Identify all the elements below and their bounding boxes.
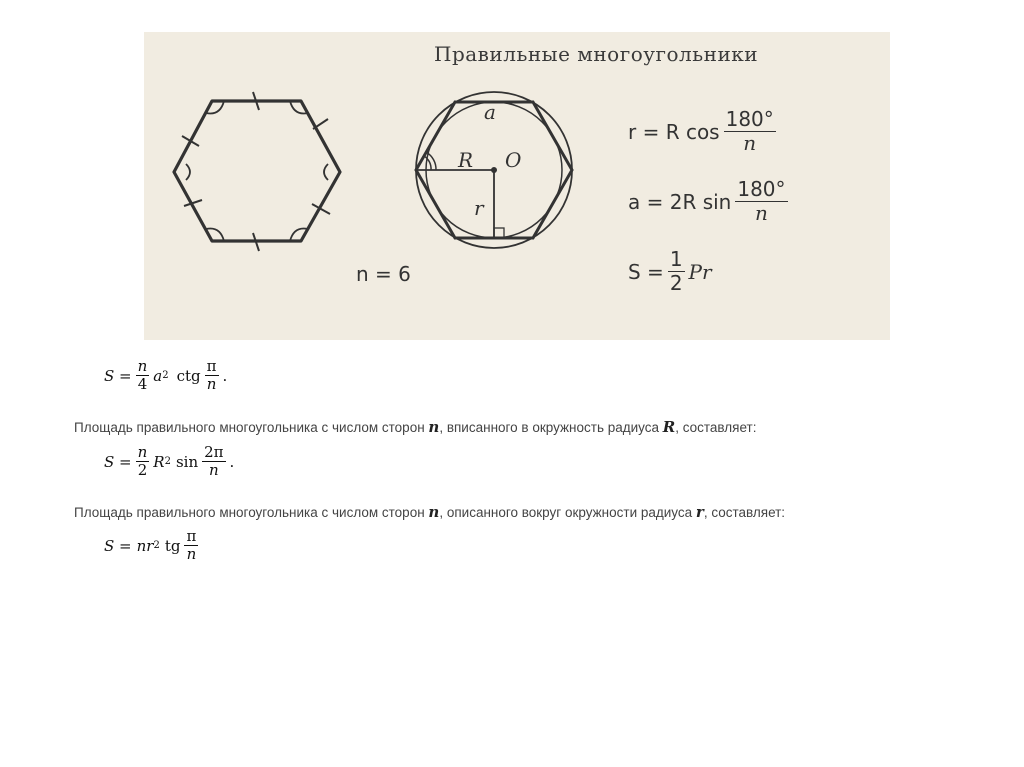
label-a: a bbox=[484, 100, 496, 124]
formula1-variable: a bbox=[153, 366, 163, 385]
formula-inradius-denominator: n bbox=[743, 131, 757, 155]
formula-area-denominator: 2 bbox=[669, 271, 683, 295]
formula3-variable: nr bbox=[136, 536, 154, 555]
formula-inradius-lhs: r = R cos bbox=[628, 119, 720, 144]
label-r: r bbox=[474, 196, 484, 220]
formula2-denominator: 2 bbox=[137, 461, 148, 480]
text2-n: n bbox=[428, 503, 440, 521]
text1-before: Площадь правильного многоугольника с числом сторон bbox=[74, 420, 429, 435]
formula-area-lhs: S = bbox=[628, 259, 664, 284]
formula-area-numerator: 1 bbox=[669, 247, 683, 271]
hexagon-figure bbox=[160, 88, 360, 258]
formula3-fraction bbox=[184, 528, 198, 564]
text1-n: n bbox=[428, 418, 440, 436]
formula-area-inscribed bbox=[104, 444, 234, 480]
formula2-variable: R bbox=[153, 452, 165, 471]
formula-inradius-numerator: 180° bbox=[725, 107, 774, 131]
formula-area-perimeter bbox=[628, 248, 712, 295]
formula2-denominator2: n bbox=[208, 461, 219, 480]
formula-side-lhs: a = 2R sin bbox=[628, 189, 732, 214]
text-circumscribed bbox=[74, 503, 785, 521]
formula-side bbox=[628, 178, 792, 225]
formula2-exponent: 2 bbox=[164, 456, 171, 468]
formula-area-rhs: Pr bbox=[688, 259, 712, 284]
formula-area-fraction bbox=[668, 248, 685, 295]
text2-after: , составляет: bbox=[703, 505, 786, 520]
formula1-function: ctg bbox=[176, 366, 201, 385]
formula1-fraction2 bbox=[205, 358, 219, 394]
formula2-numerator: n bbox=[137, 443, 148, 461]
formula2-lhs: S = bbox=[104, 452, 132, 471]
formula3-lhs: S = bbox=[104, 536, 132, 555]
formula-inradius-fraction bbox=[724, 108, 776, 155]
formula3-function: tg bbox=[164, 536, 181, 555]
formula3-denominator: n bbox=[186, 545, 197, 564]
formula1-exponent: 2 bbox=[162, 370, 169, 382]
formula2-fraction2 bbox=[202, 444, 225, 480]
formula2-end: . bbox=[229, 452, 235, 471]
text2-r: r bbox=[695, 503, 704, 521]
formula-side-denominator: n bbox=[755, 201, 768, 225]
n-equals-six-label: n = 6 bbox=[356, 262, 411, 286]
circles-hexagon-figure bbox=[410, 80, 594, 264]
figure-title: Правильные многоугольники bbox=[434, 42, 759, 66]
formula1-numerator: n bbox=[137, 357, 148, 375]
formula-side-numerator: 180° bbox=[737, 177, 786, 201]
text1-R: R bbox=[662, 418, 676, 436]
label-R: R bbox=[458, 148, 474, 172]
formula1-denominator2: n bbox=[206, 375, 217, 394]
label-O: O bbox=[505, 148, 522, 172]
text2-mid: , описанного вокруг окружности радиуса bbox=[439, 505, 696, 520]
formula2-numerator2: 2π bbox=[204, 443, 224, 461]
formula3-exponent: 2 bbox=[153, 540, 160, 552]
formula1-end: . bbox=[222, 366, 228, 385]
formula2-function: sin bbox=[175, 452, 199, 471]
formula1-fraction bbox=[136, 358, 150, 394]
formula3-numerator: π bbox=[186, 527, 197, 545]
formula2-fraction bbox=[136, 444, 150, 480]
formula1-numerator2: π bbox=[206, 357, 217, 375]
text1-after: , составляет: bbox=[675, 420, 757, 435]
formula-area-side bbox=[104, 358, 227, 394]
formula-side-fraction bbox=[735, 178, 787, 225]
text1-mid: , вписанного в окружность радиуса bbox=[439, 420, 663, 435]
text2-before: Площадь правильного многоугольника с числом сторон bbox=[74, 505, 429, 520]
formula-area-circumscribed bbox=[104, 528, 202, 564]
text-inscribed bbox=[74, 418, 756, 436]
formula-inradius bbox=[628, 108, 780, 155]
formula1-denominator: 4 bbox=[137, 375, 148, 394]
formula1-lhs: S = bbox=[104, 366, 132, 385]
